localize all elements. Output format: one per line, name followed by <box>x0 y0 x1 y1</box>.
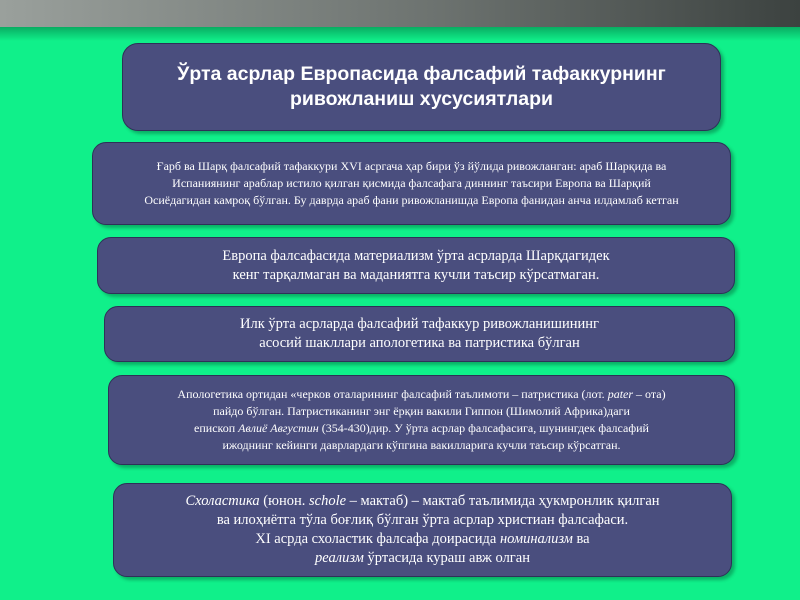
box4-line-2: пайдо бўлган. Патристиканинг энг ёрқин вакили Гиппон (Шимолий Африка)даги <box>213 404 630 418</box>
box5-line-1b: – мактаб) – мактаб таълимида ҳукмронлик қилган <box>349 493 660 509</box>
text-box-east-west <box>92 142 731 225</box>
title-line-2: ривожланиш хусусиятлари <box>289 88 554 110</box>
box4-line-1a: Апологетика ортидан «черков оталарининг фалсафий таълимоти – патристика (лот. <box>177 387 605 401</box>
box5-line-1a: (юнон. <box>263 493 306 509</box>
term-realism: реализм <box>315 550 364 566</box>
box2-line-1: Европа фалсафасида материализм ўрта асрларда Шарқдагидек <box>222 247 610 264</box>
slide-title <box>122 43 721 131</box>
term-pater: pater <box>607 387 634 401</box>
box1-line-2: Испаниянинг араблар истило қилган қисмида фалсафага диннинг таъсири Европа ва Шарқий <box>172 176 651 190</box>
box5-line-3 <box>255 530 589 549</box>
box4-line-3a: епископ <box>194 421 236 435</box>
top-bar <box>0 0 800 27</box>
box2-line-2: кенг тарқалмаган ва маданиятга кучли таъсир кўрсатмаган. <box>232 266 600 283</box>
term-scholastica: Схоластика <box>185 493 260 509</box>
text-box-patristics <box>108 375 735 465</box>
box4-line-4: ижоднинг кейинги даврлардаги кўпгина вакилларига кучли таъсир кўрсатган. <box>222 438 621 452</box>
box4-line-1 <box>177 386 665 403</box>
name-augustine: Авлиё Августин <box>238 421 319 435</box>
title-line-1: Ўрта асрлар Европасида фалсафий тафаккурнинг <box>177 63 666 85</box>
text-box-scholasticism <box>113 483 732 577</box>
box3-line-2: асосий шакллари апологетика ва патристика бўлган <box>259 335 580 351</box>
box5-line-1 <box>185 492 659 511</box>
box5-line-4b: ўртасида кураш авж олган <box>367 550 530 566</box>
box1-line-1: Ғарб ва Шарқ фалсафий тафаккури XVI асргача ҳар бири ўз йўлида ривожланган: араб Шарқида ва <box>156 159 667 173</box>
top-bar-shadow <box>0 27 800 41</box>
box5-line-2: ва илоҳиётга тўла боғлиқ бўлган ўрта асрлар христиан фалсафаси. <box>216 512 629 528</box>
box5-line-3b: ва <box>576 531 590 547</box>
box4-line-3 <box>194 420 649 437</box>
box4-line-3b: (354-430)дир. У ўрта асрлар фалсафасига, шунингдек фалсафий <box>321 421 649 435</box>
box5-line-3a: XI асрда схоластик фалсафа доирасида <box>255 531 497 547</box>
box4-line-1b: – ота) <box>636 387 666 401</box>
text-box-early-forms <box>104 306 735 362</box>
box1-line-3: Осиёдагидан камроқ бўлган. Бу даврда араб фани ривожланишда Европа фанидан анча илдамлаб кетган <box>144 193 679 207</box>
text-box-materialism <box>97 237 735 294</box>
box5-line-4 <box>315 549 530 568</box>
term-nominalism: номинализм <box>499 531 573 547</box>
term-schole: schole <box>308 493 347 509</box>
box3-line-1: Илк ўрта асрларда фалсафий тафаккур ривожланишининг <box>240 316 599 332</box>
